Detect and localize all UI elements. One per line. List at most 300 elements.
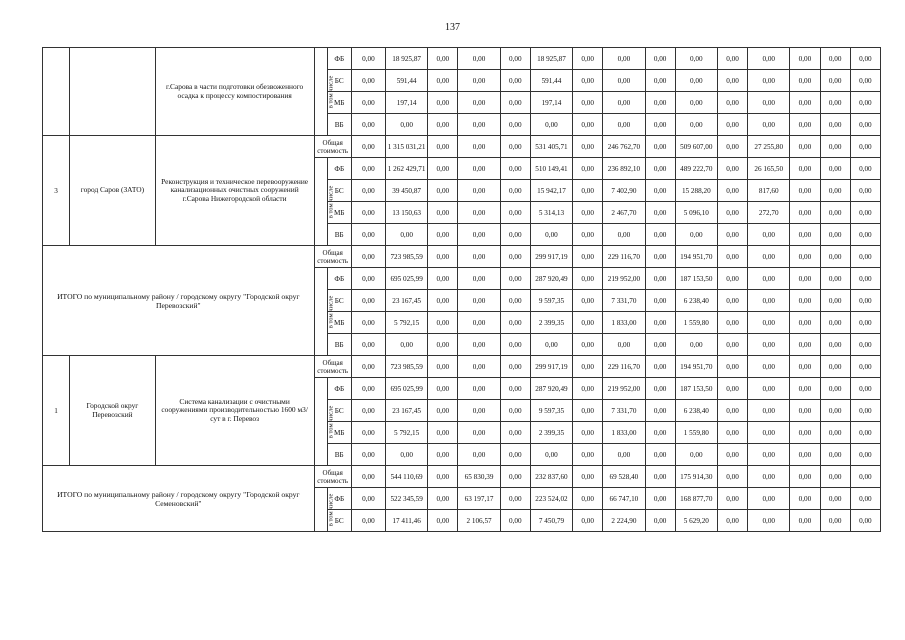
value-cell: 0,00 [458, 70, 500, 92]
funding-source: ВБ [327, 444, 351, 466]
value-cell: 0,00 [386, 444, 428, 466]
value-cell: 591,44 [530, 70, 572, 92]
value-cell: 0,00 [573, 488, 603, 510]
value-cell: 0,00 [428, 400, 458, 422]
value-cell: 0,00 [645, 136, 675, 158]
funding-source: ФБ [327, 48, 351, 70]
value-cell: 0,00 [428, 422, 458, 444]
value-cell: 0,00 [820, 400, 850, 422]
value-cell: 0,00 [820, 268, 850, 290]
value-cell: 0,00 [573, 202, 603, 224]
value-cell: 0,00 [645, 48, 675, 70]
value-cell: 194 951,70 [675, 246, 717, 268]
value-cell: 0,00 [351, 466, 385, 488]
value-cell: 0,00 [500, 488, 530, 510]
value-cell: 0,00 [351, 48, 385, 70]
value-cell: 0,00 [717, 466, 747, 488]
value-cell: 0,00 [573, 70, 603, 92]
value-cell: 0,00 [458, 268, 500, 290]
value-cell: 0,00 [790, 268, 820, 290]
value-cell: 0,00 [717, 224, 747, 246]
value-cell: 0,00 [645, 444, 675, 466]
value-cell: 0,00 [500, 312, 530, 334]
value-cell: 63 197,17 [458, 488, 500, 510]
value-cell: 0,00 [675, 114, 717, 136]
value-cell: 0,00 [850, 48, 880, 70]
value-cell: 0,00 [500, 466, 530, 488]
funding-source: МБ [327, 422, 351, 444]
including-label [314, 158, 334, 246]
value-cell: 0,00 [386, 114, 428, 136]
value-cell: 0,00 [458, 356, 500, 378]
value-cell: 0,00 [850, 466, 880, 488]
value-cell: 9 597,35 [530, 290, 572, 312]
value-cell: 0,00 [717, 136, 747, 158]
value-cell: 0,00 [500, 422, 530, 444]
value-cell: 197,14 [530, 92, 572, 114]
value-cell: 0,00 [645, 312, 675, 334]
value-cell: 23 167,45 [386, 290, 428, 312]
value-cell: 522 345,59 [386, 488, 428, 510]
value-cell: 0,00 [850, 114, 880, 136]
value-cell: 7 450,79 [530, 510, 572, 532]
value-cell: 0,00 [573, 224, 603, 246]
value-cell: 7 331,70 [603, 400, 645, 422]
value-cell: 0,00 [645, 180, 675, 202]
value-cell: 0,00 [428, 92, 458, 114]
value-cell: 0,00 [820, 92, 850, 114]
value-cell: 0,00 [351, 136, 385, 158]
value-cell: 0,00 [530, 114, 572, 136]
value-cell: 15 288,20 [675, 180, 717, 202]
value-cell: 0,00 [748, 422, 790, 444]
value-cell: 0,00 [351, 290, 385, 312]
value-cell: 0,00 [645, 224, 675, 246]
item-number [43, 48, 70, 136]
value-cell: 0,00 [351, 400, 385, 422]
value-cell: 5 629,20 [675, 510, 717, 532]
project-description: г.Сарова в части подготовки обезвоженного осадка к процессу компостирования [155, 48, 314, 136]
value-cell: 0,00 [820, 136, 850, 158]
value-cell: 0,00 [458, 180, 500, 202]
value-cell: 0,00 [351, 114, 385, 136]
value-cell: 531 405,71 [530, 136, 572, 158]
value-cell: 0,00 [428, 488, 458, 510]
value-cell: 0,00 [573, 444, 603, 466]
value-cell: 0,00 [500, 356, 530, 378]
value-cell: 7 331,70 [603, 290, 645, 312]
value-cell: 0,00 [500, 114, 530, 136]
value-cell: 0,00 [458, 136, 500, 158]
value-cell: 39 450,87 [386, 180, 428, 202]
project-description: Система канализации с очистными сооружениями производительностью 1600 м3/сут в г. Перевоз [155, 356, 314, 466]
value-cell: 15 942,17 [530, 180, 572, 202]
general-cost-label: Общая стоимость [314, 466, 351, 488]
value-cell: 5 314,13 [530, 202, 572, 224]
value-cell: 0,00 [500, 158, 530, 180]
value-cell: 0,00 [820, 224, 850, 246]
funding-source: ВБ [327, 334, 351, 356]
funding-source: ФБ [327, 158, 351, 180]
value-cell: 219 952,00 [603, 378, 645, 400]
item-number: 3 [43, 136, 70, 246]
value-cell: 0,00 [428, 290, 458, 312]
value-cell: 0,00 [790, 136, 820, 158]
value-cell: 0,00 [717, 312, 747, 334]
value-cell: 0,00 [351, 422, 385, 444]
value-cell: 0,00 [820, 202, 850, 224]
value-cell: 272,70 [748, 202, 790, 224]
value-cell: 0,00 [820, 378, 850, 400]
value-cell: 2 399,35 [530, 422, 572, 444]
value-cell: 187 153,50 [675, 268, 717, 290]
funding-source: ФБ [327, 488, 351, 510]
value-cell: 0,00 [645, 268, 675, 290]
value-cell: 0,00 [458, 290, 500, 312]
value-cell: 0,00 [717, 378, 747, 400]
value-cell: 0,00 [428, 70, 458, 92]
value-cell: 0,00 [820, 158, 850, 180]
value-cell: 489 222,70 [675, 158, 717, 180]
value-cell: 0,00 [717, 114, 747, 136]
value-cell: 0,00 [820, 334, 850, 356]
including-text: в том числе [326, 405, 334, 439]
value-cell: 0,00 [458, 224, 500, 246]
value-cell: 0,00 [351, 488, 385, 510]
value-cell: 0,00 [500, 290, 530, 312]
value-cell: 0,00 [748, 334, 790, 356]
value-cell: 6 238,40 [675, 290, 717, 312]
funding-source: БС [327, 400, 351, 422]
value-cell: 0,00 [790, 70, 820, 92]
value-cell: 2 399,35 [530, 312, 572, 334]
value-cell: 0,00 [645, 510, 675, 532]
value-cell: 1 315 031,21 [386, 136, 428, 158]
value-cell: 0,00 [428, 466, 458, 488]
total-label: ИТОГО по муниципальному району / городскому округу "Городской округ Перевозский" [43, 246, 315, 356]
value-cell: 0,00 [675, 444, 717, 466]
value-cell: 0,00 [573, 312, 603, 334]
value-cell: 510 149,41 [530, 158, 572, 180]
value-cell: 0,00 [645, 92, 675, 114]
including-text: в том числе [326, 75, 334, 109]
value-cell: 0,00 [790, 488, 820, 510]
value-cell: 0,00 [603, 114, 645, 136]
including-label [314, 378, 334, 466]
value-cell: 0,00 [645, 422, 675, 444]
value-cell: 0,00 [717, 92, 747, 114]
value-cell: 9 597,35 [530, 400, 572, 422]
value-cell: 0,00 [573, 290, 603, 312]
value-cell: 223 524,02 [530, 488, 572, 510]
value-cell: 0,00 [717, 400, 747, 422]
value-cell: 0,00 [530, 334, 572, 356]
value-cell: 509 607,00 [675, 136, 717, 158]
value-cell: 0,00 [675, 224, 717, 246]
value-cell: 0,00 [645, 290, 675, 312]
value-cell: 0,00 [850, 510, 880, 532]
value-cell: 0,00 [748, 488, 790, 510]
value-cell: 0,00 [790, 400, 820, 422]
value-cell: 236 892,10 [603, 158, 645, 180]
value-cell: 0,00 [820, 114, 850, 136]
value-cell: 0,00 [850, 70, 880, 92]
funding-source: МБ [327, 312, 351, 334]
value-cell: 0,00 [458, 334, 500, 356]
value-cell: 0,00 [675, 70, 717, 92]
value-cell: 0,00 [603, 334, 645, 356]
value-cell: 0,00 [790, 180, 820, 202]
value-cell: 0,00 [850, 422, 880, 444]
value-cell: 0,00 [645, 246, 675, 268]
municipality-name: Городской округ Перевозский [70, 356, 156, 466]
funding-source: ВБ [327, 224, 351, 246]
value-cell: 0,00 [351, 202, 385, 224]
funding-source: ФБ [327, 268, 351, 290]
value-cell: 0,00 [645, 202, 675, 224]
including-text: в том числе [326, 493, 334, 527]
value-cell: 0,00 [748, 510, 790, 532]
value-cell: 0,00 [748, 92, 790, 114]
value-cell: 0,00 [603, 224, 645, 246]
value-cell: 0,00 [748, 378, 790, 400]
funding-source: МБ [327, 92, 351, 114]
value-cell: 17 411,46 [386, 510, 428, 532]
value-cell: 229 116,70 [603, 246, 645, 268]
value-cell: 0,00 [458, 400, 500, 422]
value-cell: 0,00 [820, 290, 850, 312]
value-cell: 0,00 [717, 268, 747, 290]
value-cell: 0,00 [573, 268, 603, 290]
value-cell: 0,00 [428, 246, 458, 268]
value-cell: 0,00 [351, 356, 385, 378]
value-cell: 0,00 [645, 378, 675, 400]
value-cell: 0,00 [717, 422, 747, 444]
value-cell: 0,00 [573, 510, 603, 532]
value-cell: 0,00 [790, 202, 820, 224]
value-cell: 7 402,90 [603, 180, 645, 202]
value-cell: 0,00 [850, 202, 880, 224]
value-cell: 0,00 [603, 48, 645, 70]
value-cell: 0,00 [820, 246, 850, 268]
value-cell: 194 951,70 [675, 356, 717, 378]
value-cell: 0,00 [748, 70, 790, 92]
value-cell: 0,00 [428, 268, 458, 290]
value-cell: 0,00 [603, 92, 645, 114]
value-cell: 0,00 [820, 70, 850, 92]
value-cell: 246 762,70 [603, 136, 645, 158]
value-cell: 0,00 [458, 422, 500, 444]
value-cell: 65 830,39 [458, 466, 500, 488]
value-cell: 27 255,80 [748, 136, 790, 158]
value-cell: 0,00 [790, 224, 820, 246]
value-cell: 0,00 [428, 136, 458, 158]
value-cell: 0,00 [428, 202, 458, 224]
value-cell: 0,00 [850, 246, 880, 268]
value-cell: 0,00 [500, 444, 530, 466]
value-cell: 0,00 [790, 92, 820, 114]
value-cell: 0,00 [645, 334, 675, 356]
value-cell: 0,00 [820, 488, 850, 510]
table-row [43, 136, 881, 158]
value-cell: 229 116,70 [603, 356, 645, 378]
value-cell: 168 877,70 [675, 488, 717, 510]
value-cell: 0,00 [386, 224, 428, 246]
value-cell: 0,00 [428, 510, 458, 532]
value-cell: 299 917,19 [530, 356, 572, 378]
value-cell: 0,00 [717, 180, 747, 202]
value-cell: 0,00 [790, 378, 820, 400]
value-cell: 0,00 [717, 334, 747, 356]
value-cell: 0,00 [458, 312, 500, 334]
value-cell: 0,00 [790, 114, 820, 136]
value-cell: 0,00 [717, 510, 747, 532]
value-cell: 0,00 [790, 510, 820, 532]
value-cell: 0,00 [351, 224, 385, 246]
value-cell: 0,00 [820, 48, 850, 70]
funding-source: БС [327, 180, 351, 202]
value-cell: 695 025,99 [386, 378, 428, 400]
value-cell: 0,00 [790, 48, 820, 70]
value-cell: 0,00 [790, 290, 820, 312]
value-cell: 723 985,59 [386, 356, 428, 378]
value-cell: 0,00 [748, 246, 790, 268]
including-label [314, 268, 334, 356]
value-cell: 1 833,00 [603, 312, 645, 334]
value-cell: 0,00 [717, 444, 747, 466]
value-cell: 0,00 [748, 114, 790, 136]
value-cell: 0,00 [351, 334, 385, 356]
value-cell: 0,00 [500, 268, 530, 290]
value-cell: 0,00 [645, 488, 675, 510]
value-cell: 0,00 [790, 158, 820, 180]
value-cell: 0,00 [790, 312, 820, 334]
value-cell: 287 920,49 [530, 268, 572, 290]
funding-source: ВБ [327, 114, 351, 136]
value-cell: 0,00 [500, 48, 530, 70]
general-cost-label: Общая стоимость [314, 246, 351, 268]
value-cell: 0,00 [820, 356, 850, 378]
value-cell: 0,00 [820, 510, 850, 532]
value-cell: 2 224,90 [603, 510, 645, 532]
value-cell: 0,00 [458, 92, 500, 114]
value-cell: 0,00 [748, 224, 790, 246]
value-cell: 0,00 [717, 48, 747, 70]
value-cell: 0,00 [850, 444, 880, 466]
value-cell: 0,00 [603, 70, 645, 92]
financing-table [42, 47, 881, 532]
value-cell: 287 920,49 [530, 378, 572, 400]
value-cell: 1 559,80 [675, 312, 717, 334]
value-cell: 0,00 [458, 378, 500, 400]
value-cell: 0,00 [386, 334, 428, 356]
value-cell: 0,00 [573, 180, 603, 202]
value-cell: 0,00 [428, 158, 458, 180]
value-cell: 0,00 [458, 158, 500, 180]
value-cell: 0,00 [850, 158, 880, 180]
value-cell: 0,00 [573, 466, 603, 488]
value-cell: 0,00 [500, 70, 530, 92]
value-cell: 0,00 [850, 136, 880, 158]
value-cell: 0,00 [717, 246, 747, 268]
value-cell: 5 792,15 [386, 422, 428, 444]
funding-source: БС [327, 70, 351, 92]
value-cell: 0,00 [500, 246, 530, 268]
value-cell: 0,00 [351, 312, 385, 334]
value-cell: 0,00 [351, 180, 385, 202]
value-cell: 69 528,40 [603, 466, 645, 488]
value-cell: 0,00 [850, 334, 880, 356]
value-cell: 2 467,70 [603, 202, 645, 224]
value-cell: 0,00 [500, 136, 530, 158]
municipality-name: город Саров (ЗАТО) [70, 136, 156, 246]
value-cell: 695 025,99 [386, 268, 428, 290]
value-cell: 219 952,00 [603, 268, 645, 290]
value-cell: 591,44 [386, 70, 428, 92]
value-cell: 0,00 [573, 356, 603, 378]
value-cell: 0,00 [458, 444, 500, 466]
table-row [43, 48, 881, 70]
value-cell: 0,00 [748, 268, 790, 290]
value-cell: 0,00 [500, 202, 530, 224]
value-cell: 299 917,19 [530, 246, 572, 268]
value-cell: 0,00 [500, 510, 530, 532]
funding-source: МБ [327, 202, 351, 224]
value-cell: 0,00 [850, 92, 880, 114]
funding-source: БС [327, 290, 351, 312]
value-cell: 5 792,15 [386, 312, 428, 334]
value-cell: 0,00 [850, 356, 880, 378]
value-cell: 0,00 [573, 158, 603, 180]
page-number: 137 [445, 22, 460, 33]
funding-source: ФБ [327, 378, 351, 400]
value-cell: 0,00 [428, 356, 458, 378]
value-cell: 187 153,50 [675, 378, 717, 400]
value-cell: 0,00 [500, 334, 530, 356]
including-text: в том числе [326, 185, 334, 219]
value-cell: 0,00 [675, 48, 717, 70]
value-cell: 0,00 [458, 48, 500, 70]
value-cell: 0,00 [645, 466, 675, 488]
value-cell: 0,00 [500, 400, 530, 422]
value-cell: 0,00 [603, 444, 645, 466]
value-cell: 0,00 [790, 356, 820, 378]
value-cell: 1 833,00 [603, 422, 645, 444]
value-cell: 723 985,59 [386, 246, 428, 268]
value-cell: 0,00 [820, 466, 850, 488]
value-cell: 0,00 [748, 466, 790, 488]
value-cell: 0,00 [351, 378, 385, 400]
value-cell: 0,00 [717, 158, 747, 180]
funding-source: БС [327, 510, 351, 532]
value-cell: 0,00 [573, 136, 603, 158]
value-cell: 0,00 [500, 224, 530, 246]
value-cell: 0,00 [748, 444, 790, 466]
value-cell: 0,00 [820, 422, 850, 444]
value-cell: 23 167,45 [386, 400, 428, 422]
value-cell: 0,00 [790, 246, 820, 268]
table-row [43, 466, 881, 488]
value-cell: 544 110,69 [386, 466, 428, 488]
value-cell: 232 837,60 [530, 466, 572, 488]
including-label [314, 48, 334, 136]
value-cell: 1 559,80 [675, 422, 717, 444]
general-cost-label: Общая стоимость [314, 356, 351, 378]
value-cell: 0,00 [500, 180, 530, 202]
value-cell: 0,00 [675, 92, 717, 114]
value-cell: 0,00 [645, 158, 675, 180]
value-cell: 0,00 [428, 378, 458, 400]
